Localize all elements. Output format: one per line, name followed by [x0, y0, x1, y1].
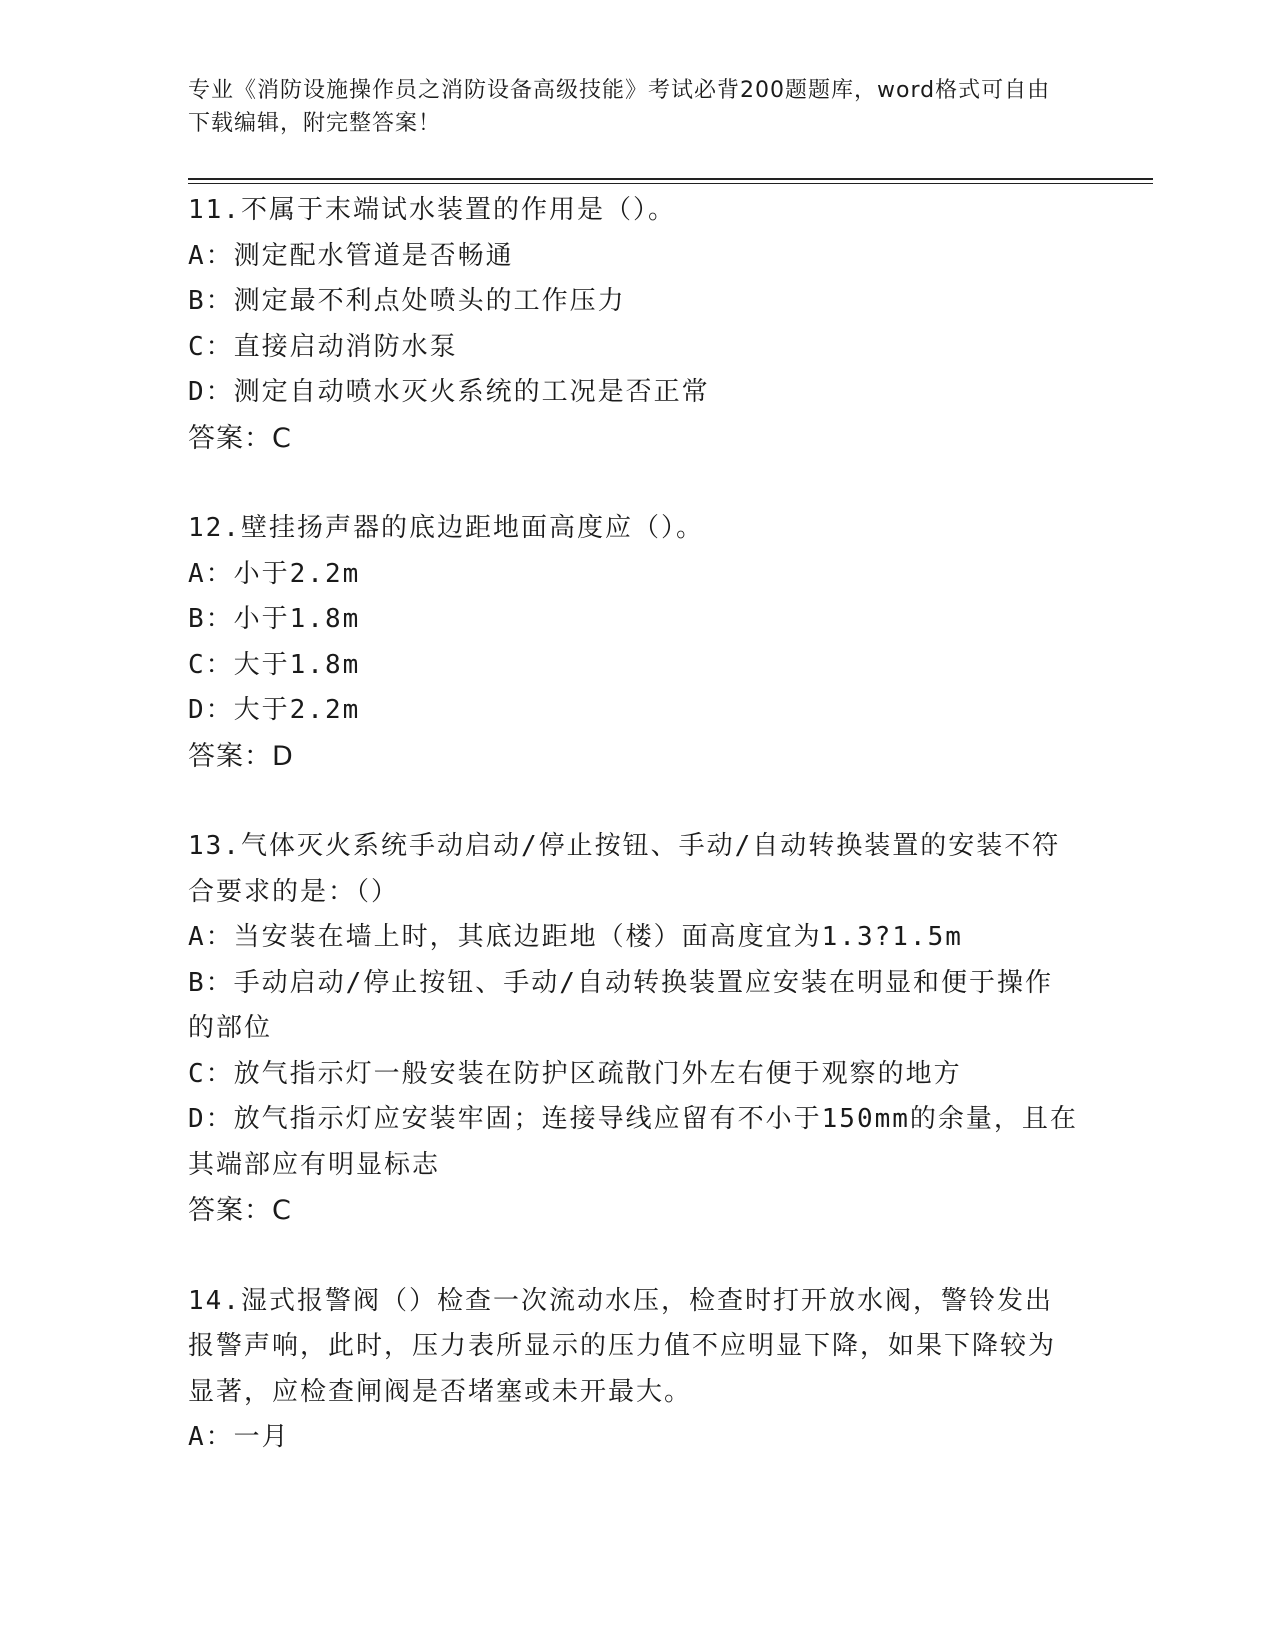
question-stem: 11.不属于末端试水装置的作用是（）。 — [188, 195, 676, 225]
header-divider-thin — [188, 183, 1153, 184]
question-11 — [188, 188, 1078, 461]
option-c: C：直接启动消防水泵 — [188, 331, 458, 362]
answer: 答案：D — [188, 740, 294, 772]
option-a: A：测定配水管道是否畅通 — [188, 240, 514, 271]
question-stem: 12.壁挂扬声器的底边距地面高度应（）。 — [188, 513, 704, 543]
option-b: B：手动启动/停止按钮、手动/自动转换装置应安装在明显和便于操作的部位 — [188, 967, 1053, 1043]
document-header: 专业《消防设施操作员之消防设备高级技能》考试必背200题题库，word格式可自由下载编辑，附完整答案！ — [188, 78, 1051, 136]
question-list — [188, 188, 1078, 1461]
header-divider-thick — [188, 178, 1153, 180]
option-c: C：大于1.8m — [188, 649, 361, 680]
option-c: C：放气指示灯一般安装在防护区疏散门外左右便于观察的地方 — [188, 1058, 962, 1089]
option-a: A：一月 — [188, 1422, 290, 1452]
question-stem: 14.湿式报警阀（）检查一次流动水压，检查时打开放水阀，警铃发出报警声响，此时，压力表所显示的压力值不应明显下降，如果下降较为显著，应检查闸阀是否堵塞或未开最大。 — [188, 1285, 1057, 1407]
option-d: D：放气指示灯应安装牢固；连接导线应留有不小于150mm的余量，且在其端部应有明显标志 — [188, 1104, 1078, 1180]
option-b: B：小于1.8m — [188, 604, 361, 634]
answer: 答案：C — [188, 1195, 292, 1226]
option-a: A：当安装在墙上时，其底边距地（楼）面高度宜为1.3?1.5m — [188, 922, 963, 952]
option-d: D：大于2.2m — [188, 695, 361, 725]
question-14 — [188, 1279, 1078, 1461]
option-d: D：测定自动喷水灭火系统的工况是否正常 — [188, 377, 710, 407]
question-12 — [188, 506, 1078, 779]
option-a: A：小于2.2m — [188, 558, 361, 589]
answer: 答案：C — [188, 422, 292, 454]
question-13 — [188, 824, 1078, 1234]
option-b: B：测定最不利点处喷头的工作压力 — [188, 286, 626, 316]
question-stem: 13.气体灭火系统手动启动/停止按钮、手动/自动转换装置的安装不符合要求的是：（） — [188, 831, 1061, 907]
